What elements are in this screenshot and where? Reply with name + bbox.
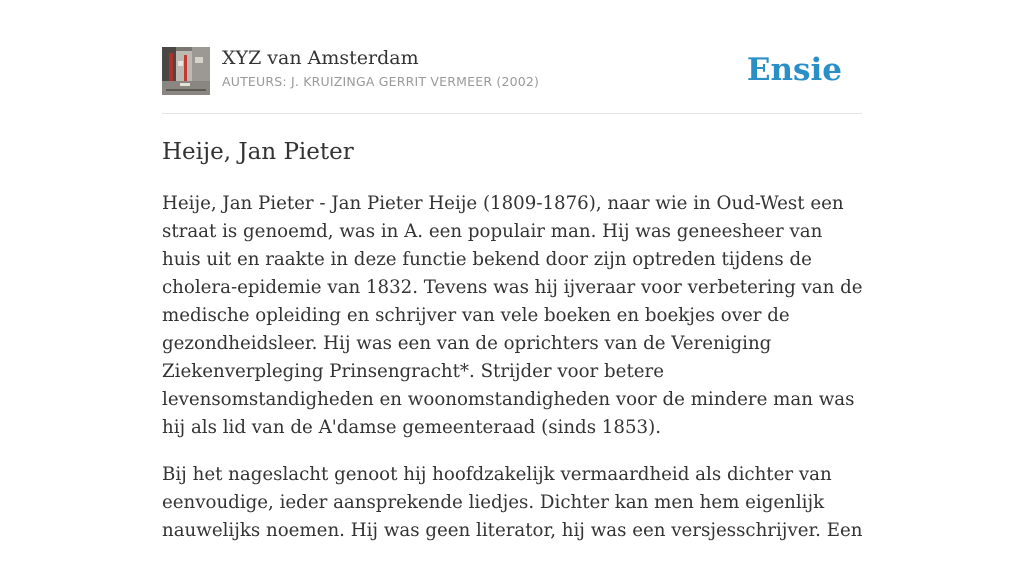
entry-content — [162, 190, 864, 564]
source-title[interactable]: XYZ van Amsterdam — [222, 47, 419, 69]
source-header — [162, 46, 862, 96]
entry-paragraph: Bij het nageslacht genoot hij hoofdzakelijk vermaardheid als dichter van eenvoudige, ieder aansprekende liedjes. Dichter kan men hem eigenlijk nauwelijks noemen. Hij was geen literator, hij was een versjesschrijver. Een — [162, 464, 863, 541]
header-divider — [162, 113, 862, 114]
source-authors: AUTEURS: J. KRUIZINGA GERRIT VERMEER (2002) — [222, 74, 540, 89]
entry-title: Heije, Jan Pieter — [162, 139, 354, 165]
street-photo-icon — [162, 47, 210, 95]
ensie-logo[interactable]: Ensie — [746, 52, 842, 88]
entry-paragraph: Heije, Jan Pieter - Jan Pieter Heije (1809-1876), naar wie in Oud-West een straat is genoemd, was in A. een populair man. Hij was geneesheer van huis uit en raakte in deze functie bekend door zijn optreden tijdens de cholera-epidemie van 1832. Tevens was hij ijveraar voor verbetering van de medische opleiding en schrijver van vele boeken en boekjes over de gezondheidsleer. Hij was een van de oprichters van de Vereniging Ziekenverpleging Prinsengracht*. Strijder voor betere levensomstandigheden en woonomstandigheden voor de mindere man was hij als lid van de A'damse gemeenteraad (sinds 1853). — [162, 193, 863, 438]
source-avatar[interactable] — [162, 47, 210, 95]
